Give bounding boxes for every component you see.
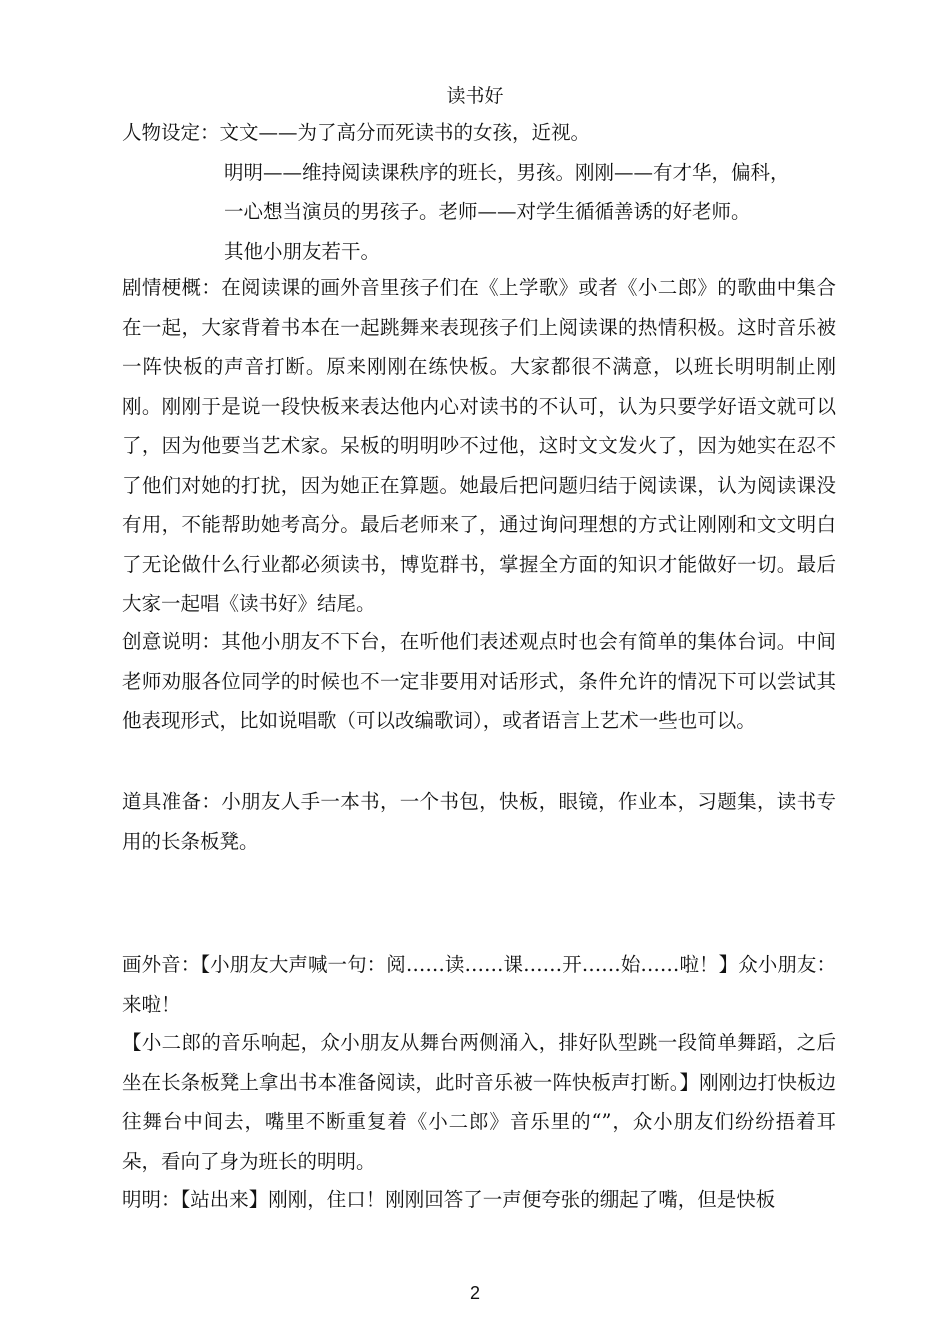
page-number: 2 bbox=[469, 1283, 480, 1303]
stage-direction-section bbox=[122, 1023, 836, 1181]
script-section bbox=[122, 945, 836, 1024]
voiceover-paragraph: 画外音：【小朋友大声喊一句：阅……读……课……开……始……啦！】众小朋友：来啦！ bbox=[122, 953, 836, 1016]
character-line-3: 一心想当演员的男孩子。老师——对学生循循善诱的好老师。 bbox=[224, 200, 751, 223]
character-line-2: 明明——维持阅读课秩序的班长，男孩。刚刚——有才华，偏科， bbox=[224, 160, 790, 184]
character-line-4: 其他小朋友若干。 bbox=[224, 239, 381, 263]
creative-paragraph: 创意说明：其他小朋友不下台，在听他们表述观点时也会有简单的集体台词。中间老师劝服各位同学的时候也不一定非要用对话形式，条件允许的情况下可以尝试其他表现形式，比如说唱歌（可以改编歌词），或者语言上艺术一些也可以。 bbox=[122, 630, 836, 732]
props-section bbox=[122, 782, 836, 861]
props-paragraph: 道具准备：小朋友人手一本书，一个书包，快板，眼镜，作业本，习题集，读书专用的长条板凳。 bbox=[122, 790, 836, 853]
synopsis-section bbox=[122, 268, 836, 624]
character-line-1: 人物设定：文文——为了高分而死读书的女孩，近视。 bbox=[122, 121, 591, 144]
synopsis-paragraph: 剧情梗概：在阅读课的画外音里孩子们在《上学歌》或者《小二郎》的歌曲中集合在一起，大家背着书本在一起跳舞来表现孩子们上阅读课的热情积极。这时音乐被一阵快板的声音打断。原来刚刚在练快板。大家都很不满意，以班长明明制止刚刚。刚刚于是说一段快板来表达他内心对读书的不认可，认为只要学好语文就可以了，因为他要当艺术家。呆板的明明吵不过他，这时文文发火了，因为她实在忍不了他们对她的打扰，因为她正在算题。她最后把问题归结于阅读课，认为阅读课没有用，不能帮助她考高分。最后老师来了，通过询问理想的方式让刚刚和文文明白了无论做什么行业都必须读书，博览群书，掌握全方面的知识才能做好一切。最后大家一起唱《读书好》结尾。 bbox=[122, 276, 836, 615]
mingming-dialogue: 明明：【站出来】刚刚，住口！刚刚回答了一声便夸张的绷起了嘴，但是快板 bbox=[122, 1188, 776, 1211]
creative-section bbox=[122, 622, 836, 741]
document-title: 读书好 bbox=[446, 85, 504, 107]
dialogue-section bbox=[122, 1180, 836, 1220]
character-settings bbox=[122, 113, 836, 271]
stage-direction-paragraph: 【小二郎的音乐响起，众小朋友从舞台两侧涌入，排好队型跳一段简单舞蹈，之后坐在长条板凳上拿出书本准备阅读，此时音乐被一阵快板声打断。】刚刚边打快板边往舞台中间去，嘴里不断重复着《小二郎》音乐里的“”，众小朋友们纷纷捂着耳朵，看向了身为班长的明明。 bbox=[122, 1031, 836, 1173]
